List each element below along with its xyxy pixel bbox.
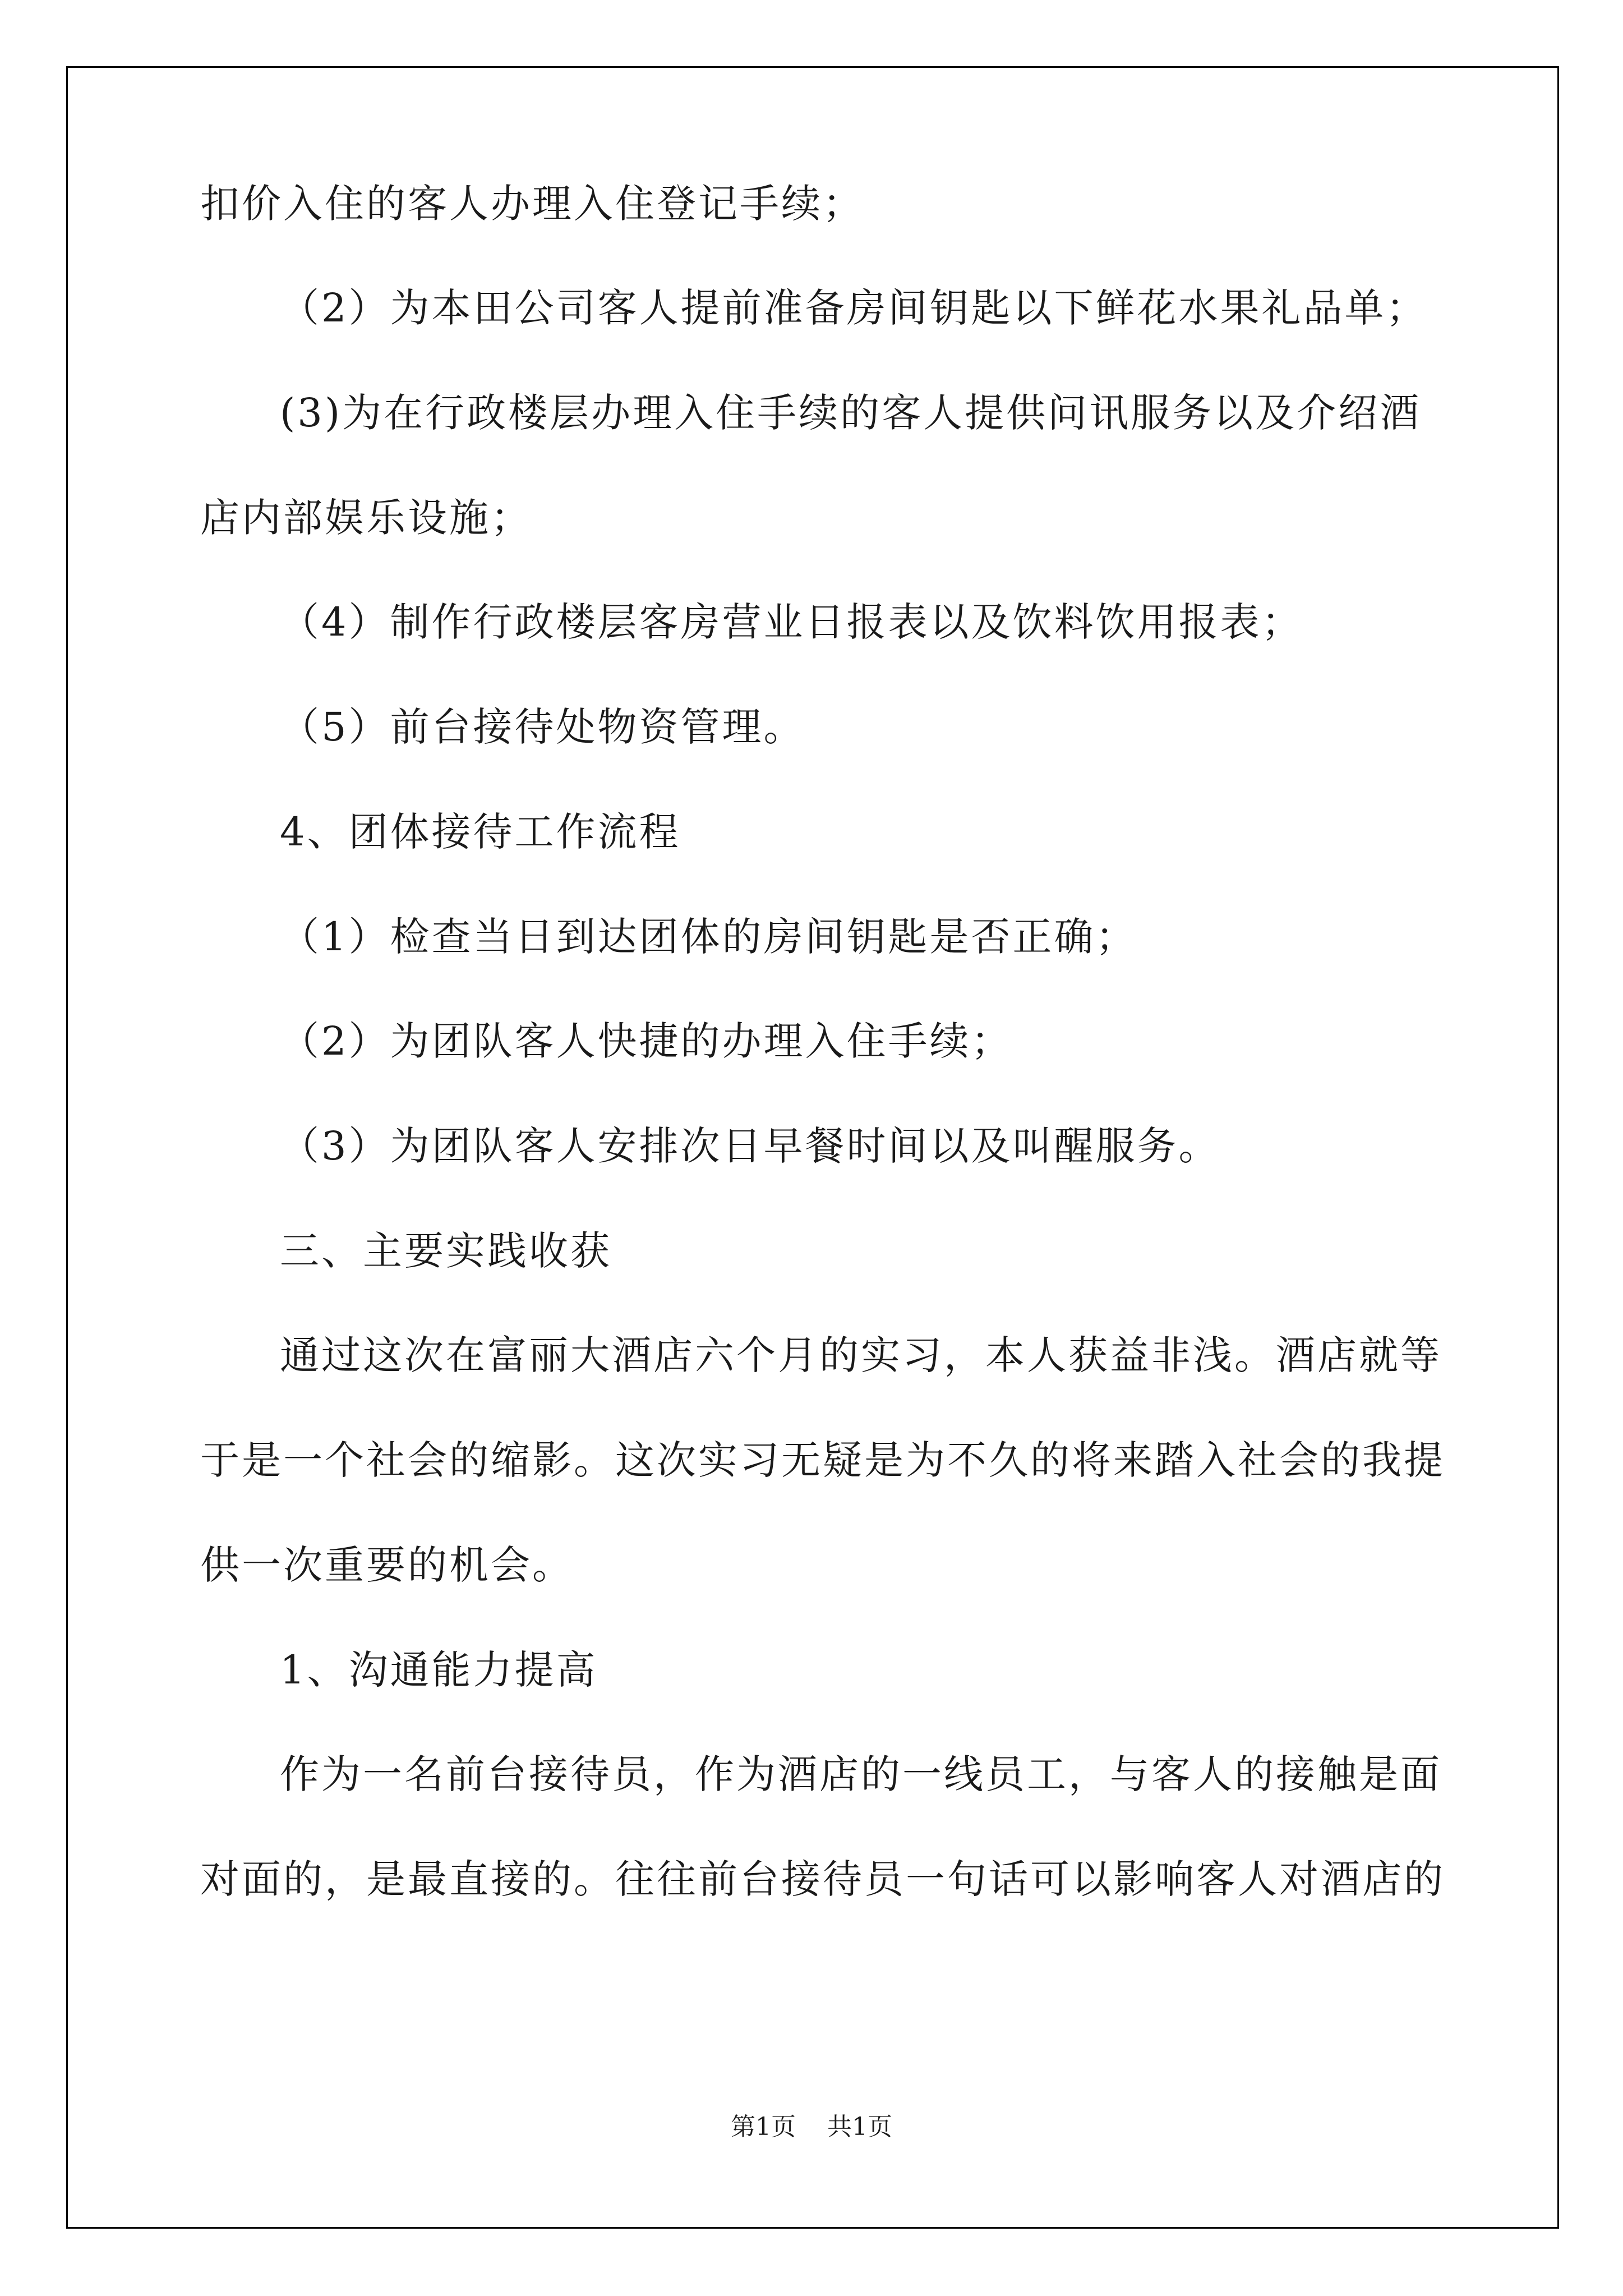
text-line-12: 通过这次在富丽大酒店六个月的实习，本人获益非浅。酒店就等 xyxy=(280,1332,1442,1378)
text-line-4: 店内部娱乐设施； xyxy=(200,495,532,541)
text-line-1: 扣价入住的客人办理入住登记手续； xyxy=(200,181,864,227)
text-line-14: 供一次重要的机会。 xyxy=(200,1542,574,1588)
text-line-10: （3）为团队客人安排次日早餐时间以及叫醒服务。 xyxy=(280,1123,1220,1169)
text-line-2: （2）为本田公司客人提前准备房间钥匙以下鲜花水果礼品单； xyxy=(280,285,1428,331)
text-line-5: （4）制作行政楼层客房营业日报表以及饮料饮用报表； xyxy=(280,599,1303,645)
section-heading-practice-gains: 三、主要实践收获 xyxy=(280,1228,612,1274)
page-footer xyxy=(0,2106,1623,2142)
page-total: 共1页 xyxy=(827,2113,892,2141)
text-line-13: 于是一个社会的缩影。这次实习无疑是为不久的将来踏入社会的我提 xyxy=(200,1437,1445,1483)
text-line-3: (3)为在行政楼层办理入住手续的客人提供问讯服务以及介绍酒 xyxy=(280,390,1422,436)
text-line-17: 对面的，是最直接的。往往前台接待员一句话可以影响客人对酒店的 xyxy=(200,1856,1445,1902)
text-line-9: （2）为团队客人快捷的办理入住手续； xyxy=(280,1018,1013,1064)
text-line-16: 作为一名前台接待员，作为酒店的一线员工，与客人的接触是面 xyxy=(280,1751,1442,1797)
text-line-6: （5）前台接待处物资管理。 xyxy=(280,704,805,750)
page-number: 第1页 xyxy=(731,2113,796,2141)
text-line-8: （1）检查当日到达团体的房间钥匙是否正确； xyxy=(280,914,1137,960)
section-heading-group-reception: 4、团体接待工作流程 xyxy=(280,809,681,855)
section-heading-communication: 1、沟通能力提高 xyxy=(280,1647,598,1693)
